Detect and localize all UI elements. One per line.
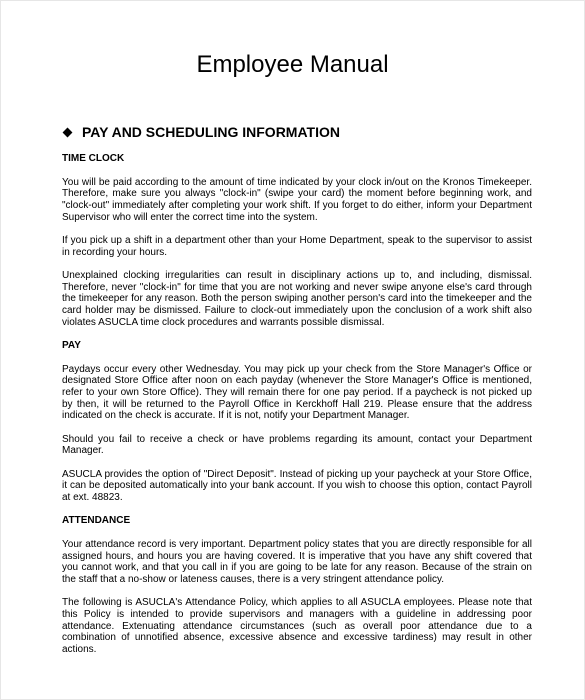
time-clock-paragraph: Unexplained clocking irregularities can result in disciplinary actions up to, and including, dismissal. Therefore, never "clock-in" for time that you are not working and never swipe anyone else's card through the timekeeper for any reason. Both the person swiping another person's card into the timekeeper and the card holder may be dismissed. Failure to clock-out immediately upon the conclusion of a work shift also violates ASUCLA time clock procedures and warrants possible dismissal. xyxy=(62,269,532,328)
pay-heading: PAY xyxy=(62,339,81,351)
diamond-bullet-icon xyxy=(63,127,73,137)
section-heading xyxy=(62,123,340,141)
time-clock-heading: TIME CLOCK xyxy=(62,153,125,164)
time-clock-paragraph: If you pick up a shift in a department other than your Home Department, speak to the supervisor to assist in recording your hours. xyxy=(62,235,532,258)
attendance-paragraph: The following is ASUCLA's Attendance Policy, which applies to all ASUCLA employees. Please note that this Policy is intended to provide supervisors and managers with a guideline in addressing poor attendance. Extenuating attendance circumstances (such as overall poor attendance due to a combination of unnotified absence, excessive absence and excessive tardiness) may result in other actions. xyxy=(62,597,532,655)
attendance-heading: ATTENDANCE xyxy=(62,515,131,527)
pay-paragraph: Should you fail to receive a check or have problems regarding its amount, contact your Department Manager. xyxy=(62,433,532,457)
document-title: Employee Manual xyxy=(196,51,389,78)
attendance-paragraph: Your attendance record is very important. Department policy states that you are directly responsible for all assigned hours, and hours you are having covered. It is imperative that you have any shift covered that you cannot work, and that you call in if you are going to be late for any reason. Because of the strain on the staff that a no-show or lateness causes, there is a very stringent attendance policy. xyxy=(62,538,532,585)
pay-paragraph: Paydays occur every other Wednesday. You may pick up your check from the Store Manager's Office or designated Store Office after noon on each payday (whenever the Store Manager's Office is mentioned, refer to your own Store Office). They will remain there for one pay period. If a paycheck is not picked up by then, it will be returned to the Payroll Office in Kerckhoff Hall 219. Please ensure that the address indicated on the check is accurate. If it is not, notify your Department Manager. xyxy=(62,363,532,422)
document-body xyxy=(62,153,532,667)
pay-paragraph: ASUCLA provides the option of "Direct Deposit". Instead of picking up your paycheck at your Store Office, it can be deposited automatically into your bank account. If you wish to choose this option, contact Payroll at ext. 48823. xyxy=(62,468,532,503)
section-heading-text: PAY AND SCHEDULING INFORMATION xyxy=(82,124,340,140)
time-clock-paragraph: You will be paid according to the amount of time indicated by your clock in/out on the Kronos Timekeeper. Therefore, make sure you always "clock-in" (swipe your card) the moment before beginning work, and "clock-out" immediately after completing your work shift. If you forget to do either, inform your Department Supervisor who will enter the correct time into the system. xyxy=(62,176,532,223)
